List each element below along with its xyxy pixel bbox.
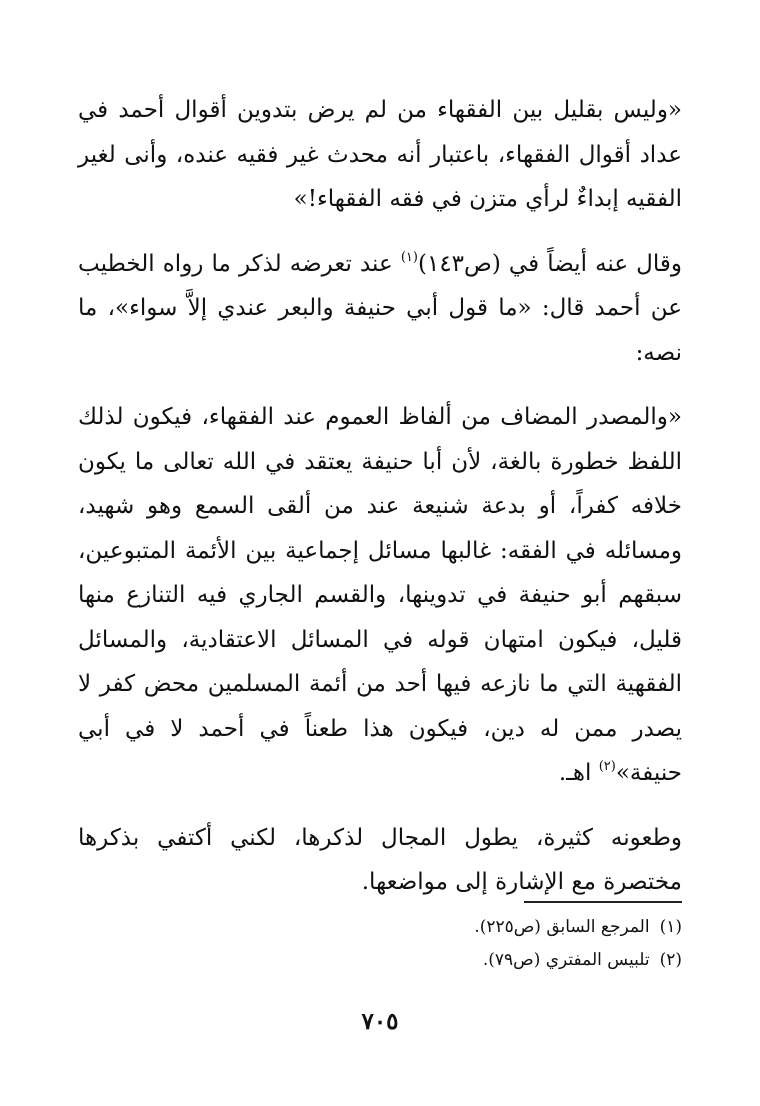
footnote-ref-2: (٢) [598, 759, 616, 774]
paragraph-3 [78, 395, 682, 796]
paragraph-2-text-start: وقال عنه أيضاً في (ص١٤٣) [417, 250, 683, 277]
footnote-1-number: (١) [659, 917, 682, 937]
footnote-2 [78, 944, 682, 977]
footnote-1 [78, 911, 682, 944]
footnote-2-number: (٢) [659, 950, 682, 970]
footnotes [78, 911, 682, 977]
paragraph-3-text-start: «والمصدر المضاف من ألفاظ العموم عند الفقهاء، فيكون لذلك اللفظ خطورة بالغة، لأن أبا حنيفة يعتقد في الله تعالى ما يكون خلافه كفراً، أو بدعة شنيعة عند من ألقى السمع وهو شهيد، ومسائله في الفقه: غالبها مسائل إجماعية بين الأئمة المتبوعين، سبقهم أبو حنيفة في تدوينها، والقسم الجاري فيه التنازع منها قليل، فيكون امتهان قوله في المسائل الاعتقادية، والمسائل الفقهية التي ما نازعه فيها أحد من أئمة المسلمين محض كفر لا يصدر ممن له دين، فيكون هذا طعناً في أحمد لا في أبي حنيفة» [78, 404, 682, 786]
paragraph-4: وطعونه كثيرة، يطول المجال لذكرها، لكني أكتفي بذكرها مختصرة مع الإشارة إلى مواضعها. [78, 824, 682, 895]
paragraph-1: «وليس بقليل بين الفقهاء من لم يرض بتدوين أقوال أحمد في عداد أقوال الفقهاء، باعتبار أنه محدث غير فقيه عنده، وأنى لغير الفقيه إبداءٌ لرأي متزن في فقه الفقهاء!» [78, 97, 682, 212]
page-number: ٧٠٥ [361, 1008, 399, 1035]
footnote-ref-1: (١) [400, 249, 418, 265]
paragraph-2-text-end: عند تعرضه لذكر ما رواه الخطيب عن أحمد قال: «ما قول أبي حنيفة والبعر عندي إلاَّ سواء»، ما نصه: [78, 250, 682, 366]
footnote-2-text: تلبيس المفتري (ص٧٩). [482, 950, 650, 970]
paragraph-3-text-end: اهـ. [558, 760, 599, 786]
paragraph-2 [78, 242, 682, 376]
main-text [78, 88, 682, 905]
footnote-1-text: المرجع السابق (ص٢٢٥). [474, 917, 650, 937]
footnote-divider [524, 901, 682, 903]
